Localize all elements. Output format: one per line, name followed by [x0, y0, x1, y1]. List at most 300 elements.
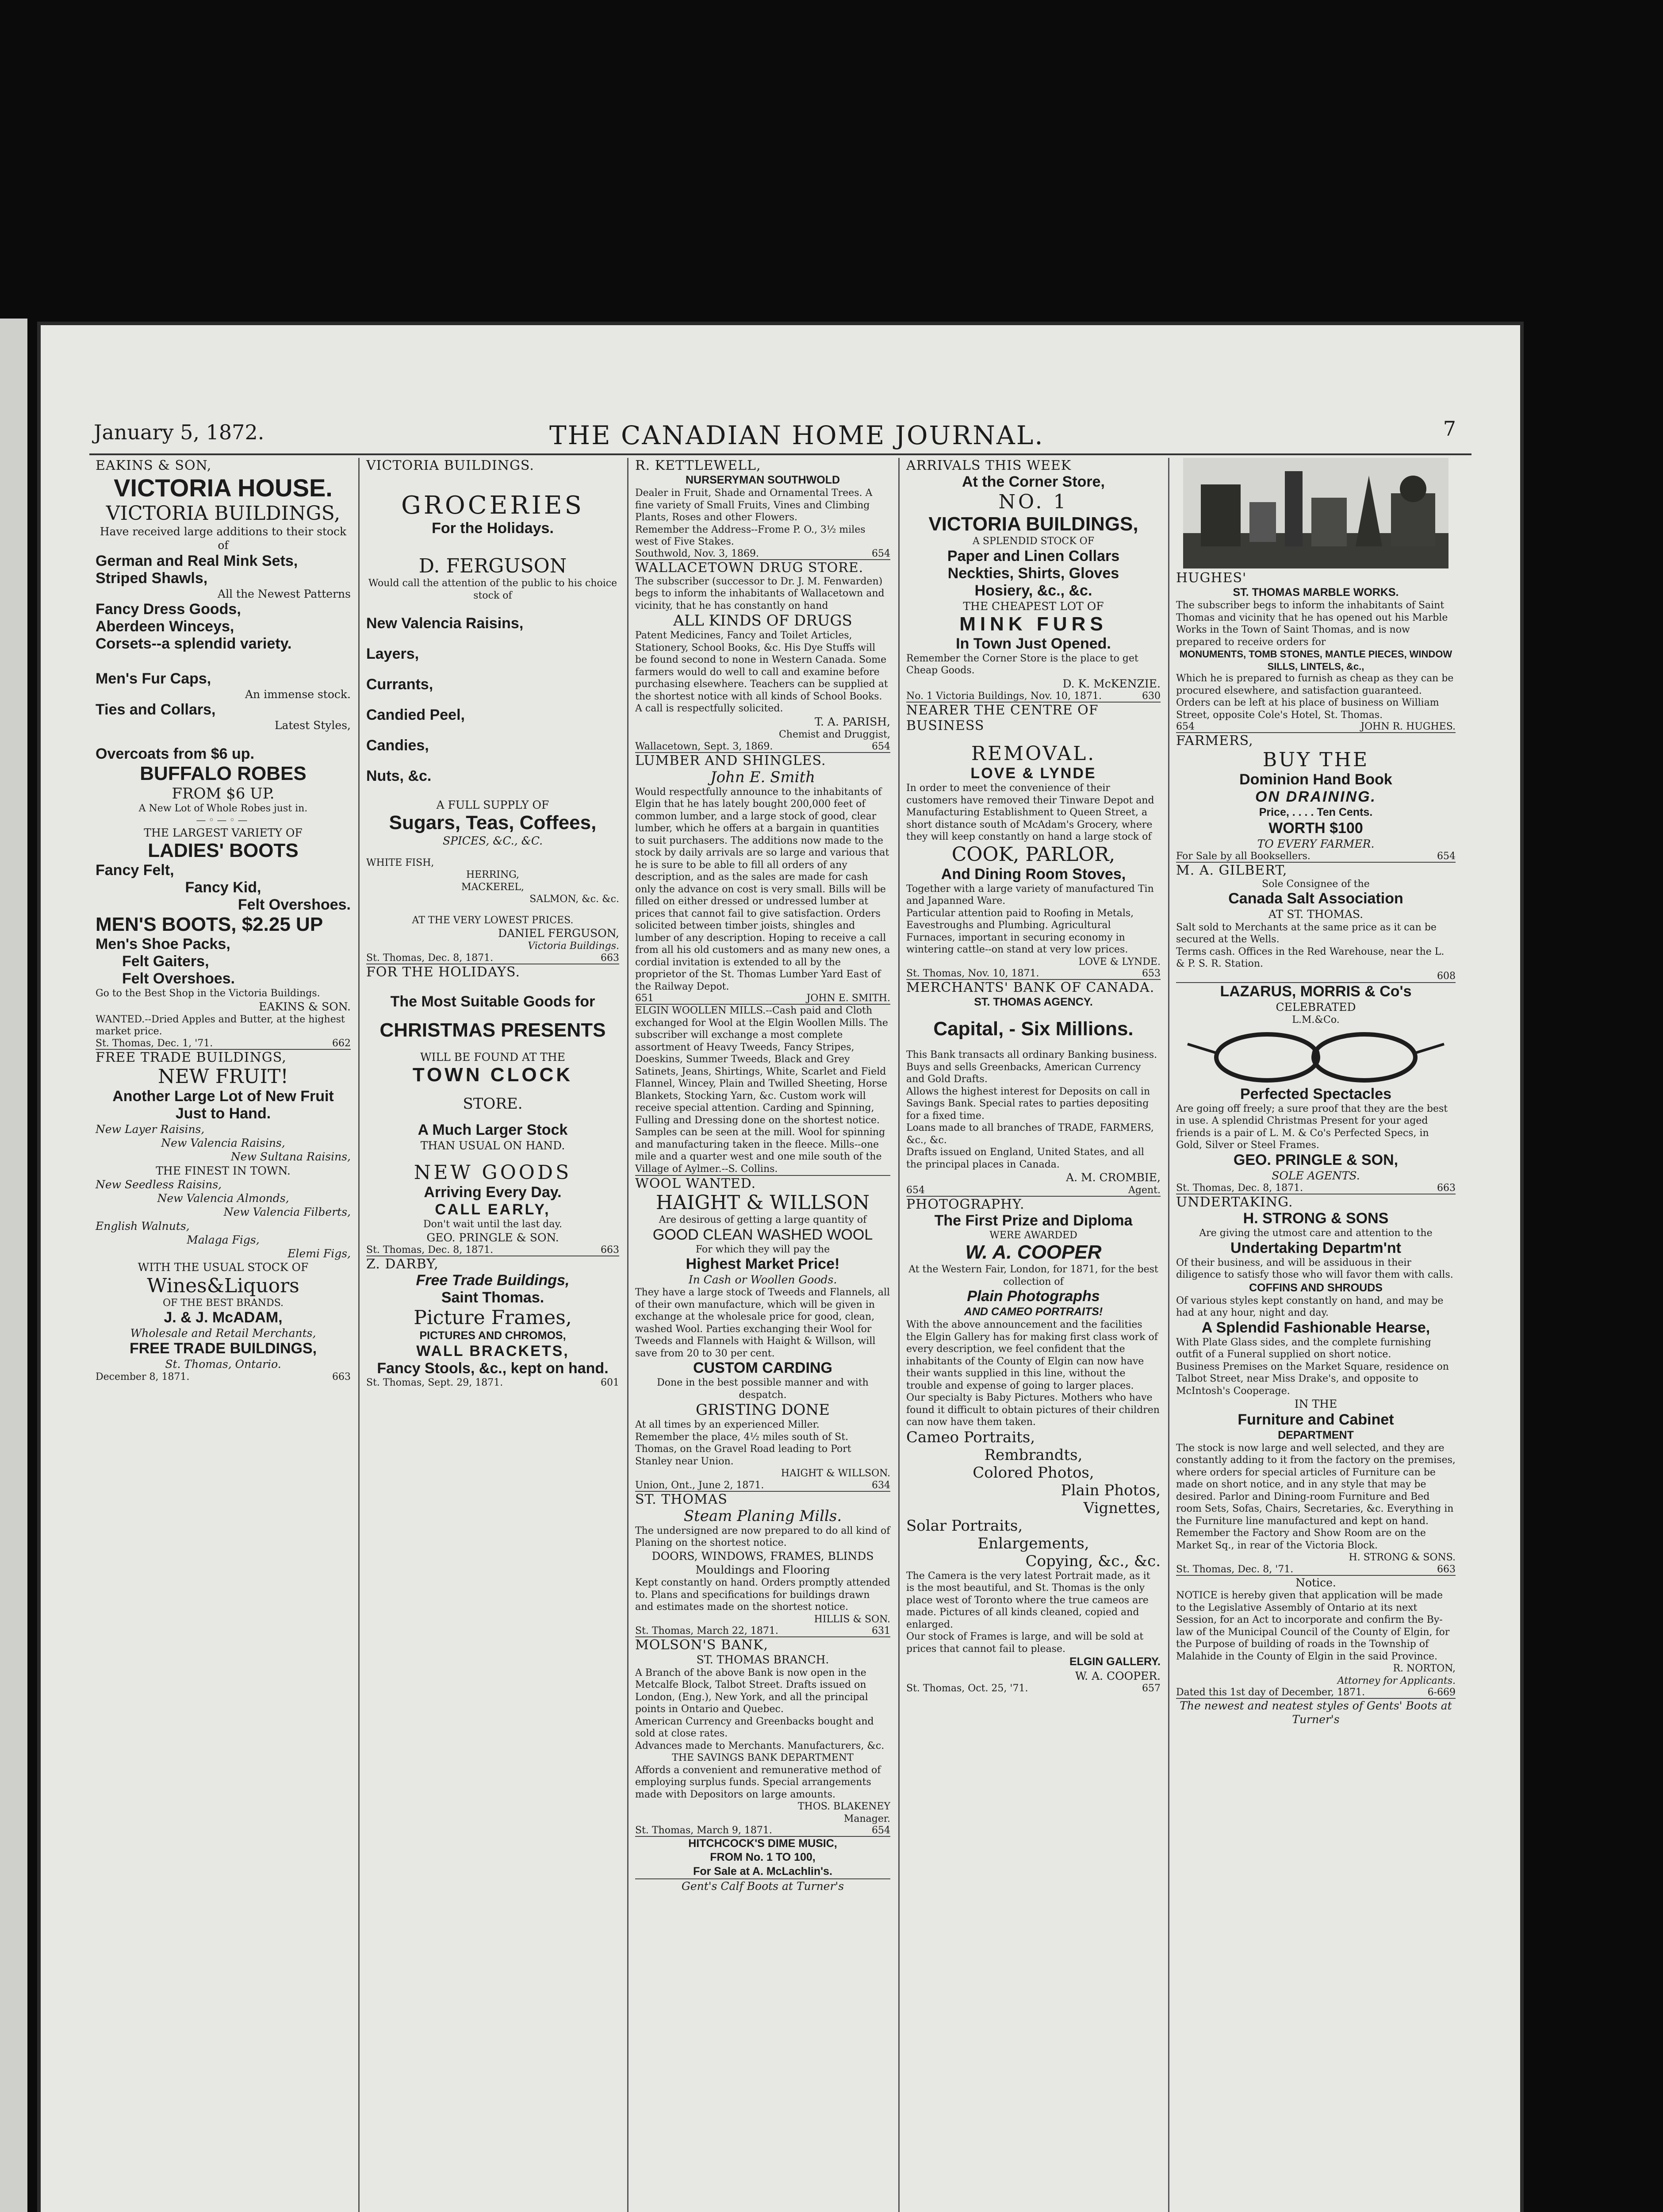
ad-signature: DANIEL FERGUSON, [498, 927, 619, 940]
ad-item: Nuts, &c. [366, 768, 432, 784]
ad-item: SALMON, &c. &c. [529, 894, 619, 905]
ad-text: At all times by an experienced Miller. [635, 1419, 820, 1431]
ad-number: 651 [635, 993, 654, 1004]
ad-item: New Valencia Almonds, [157, 1192, 289, 1205]
ad-date: Union, Ont., June 2, 1871. [635, 1479, 764, 1491]
ad-mckenzie [906, 458, 1161, 702]
ad-heading: FARMERS, [1176, 733, 1253, 749]
ad-text: The stock is now large and well selected, and they are constantly adding to it from the factory on the premises, where orders for special articles of Furniture can be made on short notice, and in any style that may be desired. Parlor and Dining-room Furniture and Bed room Sets, Sofas, Chairs, Secretaries, &c. Everything in the Furniture line manufactured and kept on hand. [1176, 1442, 1456, 1527]
ad-darby [366, 1256, 619, 1388]
ad-strong-undertaking [1176, 1194, 1456, 1575]
ad-text: Done in the best possible manner and with despatch. [657, 1377, 869, 1401]
issue-date: January 5, 1872. [94, 420, 264, 444]
ad-number: 601 [601, 1377, 619, 1389]
ad-item: New Valencia Filberts, [223, 1206, 351, 1219]
ad-heading: VICTORIA BUILDINGS. [366, 458, 534, 473]
ad-item: Aberdeen Winceys, [96, 618, 234, 635]
ad-dominion-hand-book [1176, 733, 1456, 862]
ad-date: St. Thomas, March 22, 1871. [635, 1625, 778, 1637]
ad-item: Would call the attention of the public to his choice stock of [368, 578, 617, 601]
ad-item: In Cash or Woollen Goods. [688, 1273, 837, 1286]
ad-text: Of their business, and will be assiduous in their diligence to satisfy those who will favor them with calls. [1176, 1257, 1453, 1280]
ad-text: Advances made to Merchants. Manufacturers, &c. [635, 1740, 885, 1751]
ad-item: CUSTOM CARDING [693, 1359, 832, 1377]
ad-signature: Attorney for Applicants. [1337, 1675, 1456, 1686]
ad-item: The newest and neatest styles of Gents' Boots at Turner's [1180, 1699, 1452, 1726]
ad-text: The subscriber begs to inform the inhabitants of Saint Thomas and vicinity that he has opened out his Marble Works in the Town of Saint Thomas, and is now prepared to receive orders for [1176, 600, 1448, 648]
ad-text: Together with a large variety of manufactured Tin and Japanned Ware. [906, 883, 1154, 906]
column-divider [1168, 458, 1169, 2212]
ad-text: For which they will pay the [695, 1244, 830, 1255]
ad-item: Copying, &c., &c. [1025, 1552, 1161, 1570]
ad-item: TOWN CLOCK [412, 1064, 573, 1086]
ad-title: Capital, - Six Millions. [933, 1018, 1134, 1040]
ad-date: St. Thomas, Dec. 1, '71. [96, 1037, 213, 1049]
ad-victoria-house [96, 458, 351, 1049]
ad-title: NO. 1 [998, 491, 1069, 513]
ad-item: Don't wait until the last day. [423, 1219, 562, 1230]
ad-item: Corsets--a splendid variety. [96, 635, 292, 652]
ad-item: FROM $6 UP. [172, 785, 275, 803]
ad-molsons-bank [635, 1637, 890, 1836]
ad-date: St. Thomas, March 9, 1871. [635, 1825, 772, 1836]
ad-text: The undersigned are now prepared to do all kind of Planing on the shortest notice. [635, 1525, 890, 1549]
ad-signature: HAIGHT & WILLSON. [781, 1468, 890, 1479]
newspaper-page [41, 325, 1520, 2212]
ad-item: Currants, [366, 676, 433, 693]
ad-item: LADIES' BOOTS [148, 840, 299, 861]
ad-item: GRISTING DONE [695, 1401, 830, 1419]
ad-item: CALL EARLY, [435, 1201, 551, 1218]
ad-title: H. STRONG & SONS [1243, 1210, 1389, 1227]
ad-item: Candied Peel, [366, 707, 465, 723]
ad-item: A Splendid Fashionable Hearse, [1201, 1319, 1430, 1336]
ad-item: AND CAMEO PORTRAITS! [964, 1306, 1103, 1318]
ad-item: THE FINEST IN TOWN. [156, 1164, 291, 1177]
ad-signature: T. A. PARISH, [815, 715, 890, 728]
ad-signature: Manager. [843, 1813, 890, 1824]
ad-text: A SPLENDID STOCK OF [973, 536, 1094, 547]
ad-signature: D. K. McKENZIE. [1062, 677, 1161, 690]
ad-item: MONUMENTS, TOMB STONES, MANTLE PIECES, WINDOW SILLS, LINTELS, &c., [1179, 649, 1452, 672]
adjacent-page-edge [0, 319, 27, 2212]
ad-number: 663 [601, 1244, 619, 1256]
ad-heading: FOR THE HOLIDAYS. [366, 964, 520, 980]
ad-item: Undertaking Departm'nt [1230, 1239, 1401, 1256]
ad-heading: MOLSON'S BANK, [635, 1637, 768, 1653]
ad-title: VICTORIA HOUSE. [114, 474, 333, 502]
page-header [94, 417, 1474, 451]
ad-item: Ties and Collars, [96, 701, 216, 718]
ad-item: WITH THE USUAL STOCK OF [138, 1261, 309, 1274]
ad-item: Vignettes, [1083, 1499, 1161, 1517]
ad-item: MACKEREL, [461, 881, 524, 893]
ad-item: Felt Gaiters, [122, 953, 209, 970]
ad-number: 654 [1437, 850, 1456, 862]
ad-title: REMOVAL. [971, 742, 1096, 765]
ad-item: New Valencia Raisins, [366, 615, 524, 632]
column-5 [1170, 458, 1462, 2212]
ad-number: 653 [1142, 968, 1161, 979]
ad-heading: PHOTOGRAPHY. [906, 1196, 1025, 1212]
ad-item: TO EVERY FARMER. [1257, 837, 1375, 850]
ad-date: St. Thomas, Nov. 10, 1871. [906, 968, 1039, 979]
ad-item: Men's Shoe Packs, [96, 936, 230, 952]
ad-number: 662 [332, 1037, 351, 1049]
ad-date: No. 1 Victoria Buildings, Nov. 10, 1871. [906, 691, 1102, 702]
ad-text: Dealer in Fruit, Shade and Ornamental Trees. A fine variety of Small Fruits, Vines and Climbing Plants, Roses and other Flowers. [635, 488, 873, 523]
ad-item: The First Prize and Diploma [934, 1212, 1133, 1229]
ad-text: Are going off freely; a sure proof that they are the best in use. A splendid Christmas Present for your aged friends is a pair of L. M. & Co's Perfected Specs, in Gold, Silver or Steel Frames. [1176, 1103, 1448, 1151]
ad-text: This Bank transacts all ordinary Banking business. [906, 1049, 1157, 1061]
ad-item: MEN'S BOOTS, $2.25 UP [96, 914, 323, 935]
ad-heading: WOOL WANTED. [635, 1176, 756, 1191]
ad-number: 631 [872, 1625, 890, 1637]
ad-item: Layers, [366, 645, 419, 662]
ad-title: Steam Planing Mills. [683, 1507, 842, 1525]
ad-item: Men's Fur Caps, [96, 670, 211, 687]
ad-salt-association [1176, 863, 1456, 982]
ad-date: Southwold, Nov. 3, 1869. [635, 548, 759, 559]
ad-item: Latest Styles, [274, 719, 351, 732]
ad-item: CELEBRATED [1276, 1001, 1356, 1014]
ad-kettlewell [635, 458, 890, 559]
ad-title: GROCERIES [401, 491, 585, 520]
ad-item: Fancy Kid, [185, 879, 261, 896]
ad-text: They have a large stock of Tweeds and Flannels, all of their own manufacture, which will be given in exchange at the wholesale price for good, clean, washed Wool. Parties exchanging their Wool for Tweeds and Flannels with Haight & Willson, will save from 20 to 30 per cent. [635, 1287, 890, 1359]
ad-signature: JOHN R. HUGHES. [1360, 721, 1456, 733]
ad-item: Overcoats from $6 up. [96, 745, 255, 763]
ad-text: Are desirous of getting a large quantity of [659, 1214, 867, 1225]
ad-signature: Agent. [1128, 1184, 1161, 1196]
ad-title: NEW FRUIT! [158, 1065, 288, 1088]
ad-item: Wholesale and Retail Merchants, [130, 1327, 316, 1340]
ad-item: At the Corner Store, [962, 473, 1105, 490]
ad-item: A Much Larger Stock [418, 1121, 568, 1138]
masthead: THE CANADIAN HOME JOURNAL. [549, 420, 1044, 450]
ad-item: WORTH $100 [1268, 819, 1363, 837]
ad-item: D. FERGUSON [418, 555, 567, 577]
ad-text: With the above announcement and the facilities the Elgin Gallery has for making first class work of every description, we feel confident that the inhabitants of the County of Elgin can now have their wants supplied in this line, without the trouble and expense of going to larger places. [906, 1319, 1158, 1391]
ad-signature: LOVE & LYNDE. [1078, 956, 1161, 968]
ad-item: Rembrandts, [984, 1446, 1083, 1464]
cemetery-engraving-image [1176, 458, 1456, 568]
ad-item: STORE. [463, 1095, 523, 1113]
ad-item: THE LARGEST VARIETY OF [144, 826, 303, 839]
ad-number: 663 [601, 952, 619, 964]
ad-date: St. Thomas, Dec. 8, 1871. [366, 1244, 494, 1256]
ad-notice [1176, 1576, 1456, 1698]
ad-item: Highest Market Price! [686, 1256, 840, 1272]
column-divider [358, 458, 360, 2212]
ad-planing-mills [635, 1492, 890, 1637]
ad-item: AT THE VERY LOWEST PRICES. [412, 914, 574, 926]
ad-text: Which he is prepared to furnish as cheap as they can be procured elsewhere, and satisfaction guaranteed. Orders can be left at his place of business on William Street, opposite Cole's Hotel, St. Thomas. [1176, 673, 1454, 721]
ad-text: A Branch of the above Bank is now open in the Metcalfe Block, Talbot Street. Drafts issued on London, (Eng.), New York, and all the principal points in Ontario and Quebec. [635, 1667, 868, 1715]
ad-number: 657 [1142, 1682, 1161, 1694]
page-number: 7 [1443, 417, 1456, 441]
ad-item: Candies, [366, 737, 429, 754]
column-4 [900, 458, 1167, 2212]
ad-item: Neckties, Shirts, Gloves [947, 565, 1119, 582]
ad-number: 6-669 [1427, 1687, 1456, 1698]
ad-item: SOLE AGENTS. [1272, 1169, 1360, 1182]
ad-title: LOVE & LYNDE [970, 765, 1096, 782]
ad-item: WILL BE FOUND AT THE [420, 1050, 566, 1064]
ad-number: 654 [872, 548, 890, 559]
ad-item: A New Lot of Whole Robes just in. [138, 803, 308, 814]
ad-item: An immense stock. [245, 687, 351, 701]
ad-item: GEO. PRINGLE & SON, [1233, 1151, 1399, 1168]
ad-text: The subscriber (successor to Dr. J. M. Fenwarden) begs to inform the inhabitants of Wallacetown and vicinity, that he has constantly on hand [635, 576, 885, 611]
ad-text: Remember the Address--Frome P. O., 3½ miles west of Five Stakes. [635, 524, 866, 548]
ad-item: OF THE BEST BRANDS. [163, 1297, 284, 1309]
ad-haight-willson [635, 1176, 890, 1491]
ad-text: Remember the place, 4½ miles south of St. Thomas, on the Gravel Road leading to Port Stanley near Union. [635, 1431, 851, 1467]
ad-item: New Layer Raisins, [96, 1122, 205, 1136]
ad-text: American Currency and Greenbacks bought and sold at close rates. [635, 1716, 874, 1739]
ad-item: Price, . . . . Ten Cents. [1259, 806, 1373, 819]
ad-heading: ST. THOMAS [635, 1491, 728, 1507]
ad-spectacles [1176, 983, 1456, 1194]
ad-text: With Plate Glass sides, and the complete furnishing outfit of a Funeral supplied on short notice. [1176, 1336, 1431, 1360]
ad-item: AT ST. THOMAS. [1268, 908, 1364, 921]
ad-item: HITCHCOCK'S DIME MUSIC, [688, 1837, 837, 1850]
ad-heading: MERCHANTS' BANK OF CANADA. [906, 980, 1155, 995]
ad-item: A FULL SUPPLY OF [436, 799, 549, 811]
ad-title: Dominion Hand Book [1239, 771, 1392, 788]
ad-text: The Camera is the very latest Portrait made, as it is the most beautiful, and St. Thomas is the only place west of Toronto where the true cameos are made. Pictures of all kinds cleaned, copied and enlarged. [906, 1570, 1150, 1630]
ad-heading: ARRIVALS THIS WEEK [906, 458, 1072, 473]
ad-title: ST. THOMAS BRANCH. [696, 1653, 829, 1667]
ad-item: DOORS, WINDOWS, FRAMES, BLINDS [651, 1549, 874, 1563]
ad-item: English Walnuts, [96, 1219, 190, 1233]
ad-item: Perfected Spectacles [1240, 1085, 1392, 1102]
ad-number: 663 [1437, 1563, 1456, 1575]
ad-item: FREE TRADE BUILDINGS, [129, 1340, 317, 1357]
ad-number: 663 [332, 1371, 351, 1382]
ad-heading: Z. DARBY, [366, 1256, 439, 1272]
ad-item: New Seedless Raisins, [96, 1178, 222, 1191]
ad-item: Mouldings and Flooring [695, 1563, 830, 1576]
ad-signature: Victoria Buildings. [528, 941, 619, 952]
ad-item: Cameo Portraits, [906, 1428, 1035, 1446]
ad-item: Furniture and Cabinet [1238, 1411, 1394, 1428]
ad-item: PICTURES AND CHROMOS, [419, 1329, 566, 1342]
column-divider [898, 458, 900, 2212]
header-rule [89, 453, 1471, 455]
ad-text: Kept constantly on hand. Orders promptly attended to. Plans and specifications for buildings drawn and estimates made on the shortest notice. [635, 1577, 890, 1613]
ad-subtitle: VICTORIA BUILDINGS, [106, 502, 341, 525]
ad-item: Another Large Lot of New Fruit Just to Hand. [112, 1087, 334, 1122]
ad-item: J. & J. McADAM, [164, 1309, 283, 1326]
ad-pringle [366, 964, 619, 1256]
ad-cooper-photography [906, 1197, 1161, 1694]
ad-heading: HUGHES' [1176, 570, 1247, 586]
ad-title: NURSERYMAN SOUTHWOLD [685, 474, 840, 486]
ad-item: Malaga Figs, [187, 1233, 260, 1246]
ad-item: Gent's Calf Boots at Turner's [681, 1879, 844, 1893]
ad-signature: HILLIS & SON. [814, 1613, 890, 1625]
ornament-divider: —◦—◦— [196, 814, 250, 826]
ad-item: FROM No. 1 TO 100, [710, 1851, 816, 1864]
ad-item: Fancy Felt, [96, 862, 174, 879]
ad-title: ALL KINDS OF DRUGS [673, 612, 852, 630]
ad-lumber [635, 753, 890, 1004]
ad-item: Enlargements, [977, 1534, 1089, 1552]
ad-title: W. A. COOPER [965, 1241, 1102, 1263]
ad-item: Felt Overshoes. [238, 896, 351, 913]
ad-signature: JOHN E. SMITH. [806, 993, 890, 1004]
ad-item: GOOD CLEAN WASHED WOOL [652, 1226, 873, 1243]
ad-item: SPICES, &C., &C. [442, 834, 543, 848]
ad-merchants-bank [906, 980, 1161, 1196]
ad-title: HAIGHT & WILLSON [655, 1191, 870, 1214]
ad-text: Remember the Factory and Show Room are on the Market Sq., in rear of the Victoria Block. [1176, 1528, 1426, 1551]
ad-item: IN THE [1294, 1398, 1337, 1411]
ad-item: BUFFALO ROBES [140, 763, 307, 785]
ad-text: Salt sold to Merchants at the same price as it can be secured at the Wells. [1176, 922, 1437, 945]
ad-item: In Town Just Opened. [956, 635, 1111, 652]
ad-signature: W. A. COOPER. [1075, 1669, 1161, 1682]
ad-item: New Valencia Raisins, [161, 1137, 285, 1149]
ad-mcadam [96, 1050, 351, 1382]
ad-title: ST. THOMAS MARBLE WORKS. [1233, 586, 1399, 599]
ad-text: Buys and sells Greenbacks, American Currency and Gold Drafts. [906, 1061, 1141, 1085]
ad-item: THAN USUAL ON HAND. [420, 1139, 565, 1152]
ad-signature: R. NORTON, [1393, 1663, 1456, 1674]
ad-number: 663 [1437, 1183, 1456, 1194]
ad-text: Our stock of Frames is large, and will be sold at prices that cannot fail to please. [906, 1631, 1144, 1655]
ad-text: Are giving the utmost care and attention to the [1199, 1228, 1433, 1239]
ad-text: Terms cash. Offices in the Red Warehouse, near the L. & P. S. R. Station. [1176, 946, 1445, 969]
ad-item: WANTED.--Dried Apples and Butter, at the highest market price. [96, 1014, 345, 1037]
ad-item: Free Trade Buildings, [416, 1272, 570, 1289]
ad-date: Wallacetown, Sept. 3, 1869. [635, 741, 773, 752]
ad-signature: H. STRONG & SONS. [1349, 1552, 1456, 1563]
ad-item: L.M.&Co. [1292, 1014, 1340, 1026]
ad-text: NOTICE is hereby given that application will be made to the Legislative Assembly of Ontario at its next Session, for an Act to incorporate and confirm the By-law of the Municipal Council of the County of Elgin, for the Purpose of building of roads in the Township of Malahide in the County of Elgin in the said Province. [1176, 1590, 1450, 1662]
ad-signature: ELGIN GALLERY. [1069, 1655, 1161, 1668]
ad-text: Allows the highest interest for Deposits on call in Savings Bank. Special rates to parties depositing for a fixed time. [906, 1086, 1150, 1121]
ad-item: Fancy Stools, &c., kept on hand. [377, 1360, 609, 1377]
ad-item: Saint Thomas. [441, 1289, 544, 1306]
ad-date: St. Thomas, Dec. 8, 1871. [1176, 1183, 1303, 1194]
ad-number: 654 [872, 1825, 890, 1836]
ad-text: Drafts issued on England, United States, and all the principal places in Canada. [906, 1147, 1144, 1170]
ad-text: Affords a convenient and remunerative method of employing surplus funds. Special arrangements made with Depositors on large amounts. [635, 1764, 881, 1800]
ad-title: Canada Salt Association [1228, 890, 1403, 907]
ad-text: Sole Consignee of the [1262, 878, 1370, 890]
ad-number: 608 [1437, 970, 1456, 982]
ad-number: 630 [1142, 691, 1161, 702]
spectacles-icon [1176, 1026, 1456, 1084]
ad-text: For Sale by all Booksellers. [1176, 850, 1310, 862]
ad-signature: EAKINS & SON. [259, 1000, 351, 1013]
ad-heading: UNDERTAKING. [1176, 1194, 1293, 1210]
ad-item: For the Holidays. [432, 520, 554, 537]
ad-number: 654 [872, 741, 890, 752]
ad-text: Loans made to all branches of TRADE, FARMERS, &c., &c. [906, 1122, 1154, 1146]
ad-heading: M. A. GILBERT, [1176, 862, 1287, 878]
ad-item: Sugars, Teas, Coffees, [389, 812, 597, 834]
ad-date: St. Thomas, Dec. 8, 1871. [366, 952, 494, 964]
ad-text: Patent Medicines, Fancy and Toilet Articles, Stationery, School Books, &c. His Dye Stuffs will be found second to none in Western Canada. Some farmers would do well to call and examine before purchasing elsewhere. Teachers can be supplied at the shortest notice with all kinds of School Books. A call is respectfully solicited. [635, 630, 888, 714]
ad-item: Striped Shawls, [96, 569, 208, 587]
ad-text: At the Western Fair, London, for 1871, for the best collection of [908, 1264, 1158, 1287]
column-2 [360, 458, 625, 2212]
ad-title: John E. Smith [710, 768, 816, 786]
ad-item: For Sale at A. McLachlin's. [693, 1865, 832, 1878]
ad-text: Have received large additions to their stock of [100, 525, 347, 552]
ad-item: BUY THE [1262, 749, 1369, 772]
ad-item: THE SAVINGS BANK DEPARTMENT [672, 1752, 854, 1763]
ad-title: Picture Frames, [414, 1306, 572, 1329]
ad-heading: NEARER THE CENTRE OF BUSINESS [906, 703, 1099, 733]
ad-item: THE CHEAPEST LOT OF [963, 599, 1104, 613]
ad-heading: R. KETTLEWELL, [635, 458, 761, 473]
ad-item: Felt Overshoes. [122, 970, 235, 987]
ad-item: Paper and Linen Collars [947, 547, 1120, 565]
ad-item: Hosiery, &c., &c. [974, 582, 1092, 599]
ad-number: 654 [1176, 721, 1195, 733]
ad-signature: THOS. BLAKENEY [797, 1801, 890, 1812]
ad-title: CHRISTMAS PRESENTS [379, 1019, 606, 1041]
ad-date: St. Thomas, Sept. 29, 1871. [366, 1377, 503, 1389]
ad-love-lynde [906, 703, 1161, 979]
ad-heading: LUMBER AND SHINGLES. [635, 753, 826, 768]
ad-item: HERRING, [466, 869, 520, 880]
ad-item: ON DRAINING. [1255, 788, 1376, 806]
ad-item: COOK, PARLOR, [951, 843, 1115, 866]
ad-text: WERE AWARDED [989, 1229, 1077, 1241]
ad-text: Remember the Corner Store is the place to get Cheap Goods. [906, 653, 1138, 676]
ad-item: DEPARTMENT [1278, 1429, 1354, 1441]
ad-text: Business Premises on the Market Square, residence on Talbot Street, near Miss Drake's, and opposite to McIntosh's Cooperage. [1176, 1361, 1449, 1397]
ad-item: Plain Photos, [1061, 1481, 1161, 1499]
ad-item: COFFINS AND SHROUDS [1249, 1281, 1383, 1294]
ad-item: NEW GOODS [414, 1161, 572, 1184]
ad-item: All the Newest Patterns [218, 587, 351, 600]
column-1 [89, 458, 357, 2212]
ad-item: New Sultana Raisins, [230, 1150, 351, 1164]
ad-signature: GEO. PRINGLE & SON. [426, 1231, 559, 1244]
ad-woollen-mills [635, 1005, 890, 1175]
ad-heading: WALLACETOWN DRUG STORE. [635, 560, 864, 576]
ad-item: WHITE FISH, [366, 857, 434, 868]
ad-title: LAZARUS, MORRIS & Co's [1220, 983, 1412, 1000]
column-divider [627, 458, 628, 2212]
ad-item: Colored Photos, [973, 1463, 1094, 1482]
ad-number: 634 [872, 1479, 890, 1491]
ad-item: Go to the Best Shop in the Victoria Buildings. [96, 988, 320, 999]
ad-title: Notice. [1295, 1576, 1336, 1589]
ad-item: Elemi Figs, [287, 1247, 351, 1260]
ad-item: St. Thomas, Ontario. [165, 1358, 281, 1371]
ad-text: Our specialty is Baby Pictures. Mothers who have found it difficult to obtain pictures of their children can now have them taken. [906, 1392, 1160, 1428]
column-3 [629, 458, 897, 2212]
ad-item: And Dining Room Stoves, [941, 865, 1126, 883]
ad-firm: EAKINS & SON, [96, 458, 212, 473]
ad-signature: Chemist and Druggist, [778, 729, 890, 740]
ad-date: Dated this 1st day of December, 1871. [1176, 1687, 1365, 1698]
ad-drug-store [635, 560, 890, 752]
ad-signature: A. M. CROMBIE, [1066, 1171, 1161, 1184]
ad-text: Particular attention paid to Roofing in Metals, Eavestroughs and Plumbing. Agricultural Furnaces, important in securing economy in wintering cattle--on stand at very low prices. [906, 907, 1134, 955]
ad-text: ELGIN WOOLLEN MILLS.--Cash paid and Cloth exchanged for Wool at the Elgin Woollen Mills. The subscriber will exchange a most complete assortment of Heavy Tweeds, Fancy Stripes, Doeskins, Summer Tweeds, Black and Grey Satinets, Jeans, Shirtings, White, Scarlet and Field Flannel, Wincey, Plain and Twilled Sheeting, Horse Blankets, Stocking Yarn, &c. Custom work will receive special attention. Carding and Spinning, Fulling and Dressing done on the shortest notice. Samples can be seen at the mill. Wool for spinning and manufacturing taken in the fleece. Mills--one mile and a quarter west and one mile south of the Village of Aylmer.--S. Collins. [635, 1005, 888, 1175]
ad-text: In order to meet the convenience of their customers have removed their Tinware Depot and Manufacturing Establishment to Queen Street, a short distance south of McAdam's Grocery, where they will keep constantly on hand a large stock of [906, 783, 1154, 842]
ad-item: MINK FURS [959, 613, 1107, 635]
